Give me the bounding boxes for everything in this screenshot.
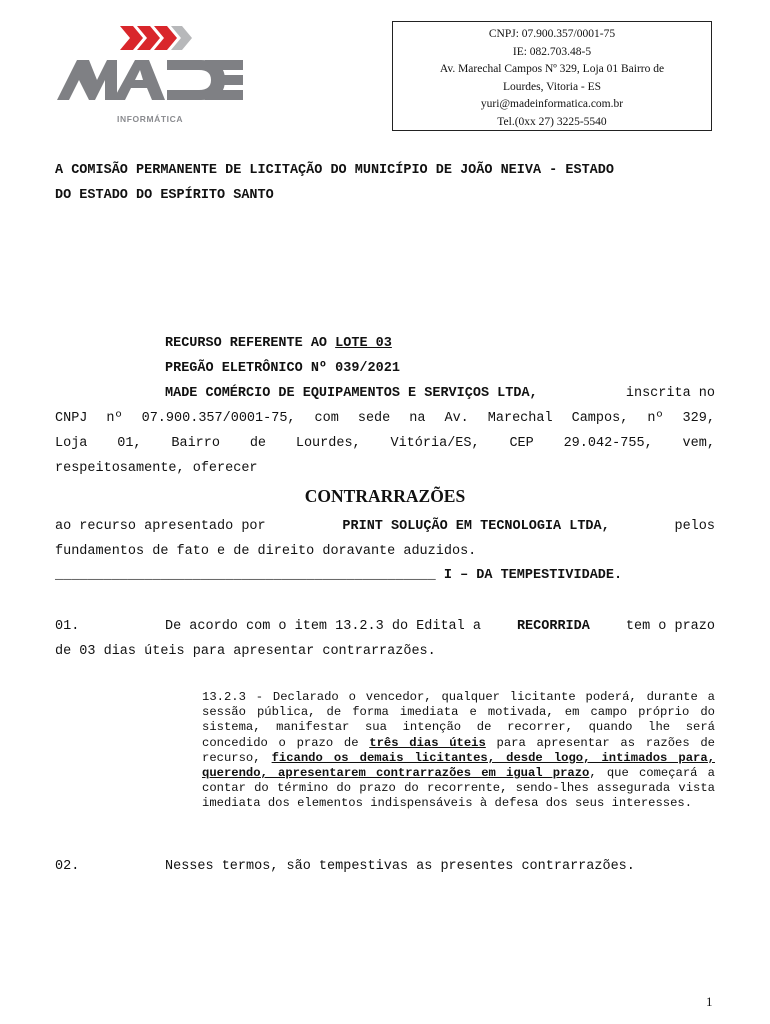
recurso-text-company: PRINT SOLUÇÃO EM TECNOLOGIA LTDA,: [342, 519, 610, 534]
company-address-line-2: Lourdes, Vitoria - ES: [502, 80, 602, 93]
red-chevrons-icon: [120, 26, 177, 50]
intro-line-3: Loja 01, Bairro de Lourdes, Vitória/ES, CEP 29.042-755, vem,: [55, 436, 715, 451]
intro-line-1: [165, 386, 715, 401]
pregao-heading: PREGÃO ELETRÔNICO Nº 039/2021: [165, 361, 400, 376]
logo-subtitle: INFORMÁTICA: [117, 114, 184, 124]
item-01-line-1: [165, 619, 715, 634]
item-02-text: Nesses termos, são tempestivas as presentes contrarrazões.: [165, 859, 635, 874]
page-number: 1: [706, 994, 713, 1009]
edital-quote: [202, 690, 715, 812]
addressee-line-1: A COMISÃO PERMANENTE DE LICITAÇÃO DO MUNICÍPIO DE JOÃO NEIVA - ESTADO: [55, 163, 614, 178]
company-phone: Tel.(0xx 27) 3225-5540: [497, 115, 607, 128]
section-heading-rule: _______________________________________________: [55, 568, 436, 583]
company-ie: IE: 082.703.48-5: [512, 45, 592, 58]
made-letters-icon: [57, 60, 243, 100]
intro-line-4: respeitosamente, oferecer: [55, 461, 258, 476]
company-info-box: [392, 21, 712, 131]
company-cnpj: CNPJ: 07.900.357/0001-75: [488, 28, 616, 40]
quote-emphasis-2: ficando os demais licitantes, desde logo, intimados para, querendo, apresentarem contrarrazões em igual prazo: [202, 750, 715, 781]
intro-company-name: MADE COMÉRCIO DE EQUIPAMENTOS E SERVIÇOS LTDA,: [165, 386, 538, 401]
section-heading-title: I – DA TEMPESTIVIDADE.: [443, 568, 623, 583]
contrarrazoes-title: CONTRARRAZÕES: [304, 486, 466, 506]
intro-line-2: CNPJ nº 07.900.357/0001-75, com sede na Av. Marechal Campos, nº 329,: [55, 411, 715, 426]
recurso-text-prefix: ao recurso apresentado por: [55, 519, 266, 534]
lote-label: LOTE 03: [335, 336, 392, 351]
recurso-text-line-1: [55, 519, 715, 534]
quote-part-1: 13.2.3 - Declarado o vencedor, qualquer licitante poderá, durante a sessão pública, de forma imediata e motivada, em campo próprio do sistema, manifestar sua intenção de recorrer, quando lhe será concedido o prazo de: [202, 690, 715, 750]
recurso-text-line-2: fundamentos de fato e de direito doravante aduzidos.: [55, 544, 477, 559]
addressee-line-2: DO ESTADO DO ESPÍRITO SANTO: [55, 188, 274, 203]
recurso-prefix: RECURSO REFERENTE AO: [165, 336, 336, 351]
company-email: yuri@madeinformatica.com.br: [480, 98, 624, 110]
item-01-line-2: de 03 dias úteis para apresentar contrarrazões.: [55, 644, 436, 659]
item-01-number: 01.: [55, 619, 80, 634]
item-01-recorrida: RECORRIDA: [516, 619, 590, 634]
made-informatica-logo: [55, 22, 250, 132]
section-heading: [55, 568, 622, 583]
company-address-line-1: Av. Marechal Campos Nº 329, Loja 01 Bairro de: [439, 63, 665, 75]
recurso-heading: [165, 336, 392, 351]
quote-emphasis-1: três dias úteis: [369, 735, 486, 750]
recurso-text-suffix: pelos: [674, 519, 715, 534]
item-02-number: 02.: [55, 859, 80, 874]
quote-part-3: , que começará a contar do término do prazo do recorrente, sendo-lhes assegurada vista imediata dos elementos indispensáveis à defesa dos seus interesses.: [202, 766, 715, 811]
item-01-text-b: tem o prazo: [625, 619, 715, 634]
quote-part-2: para apresentar as razões de recurso,: [202, 735, 715, 765]
item-01-text-a: De acordo com o item 13.2.3 do Edital a: [165, 619, 481, 634]
intro-line-1-rest: inscrita no: [625, 386, 715, 401]
